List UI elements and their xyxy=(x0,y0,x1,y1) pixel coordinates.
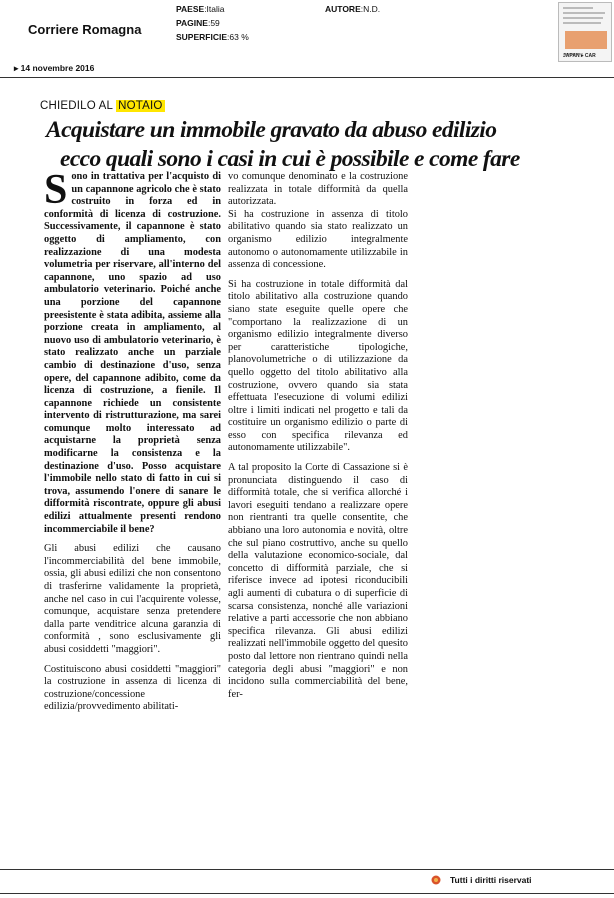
answer-paragraph-3: vo comunque denominato e la costruzione realizzata in totale difformità da quella autorizzata. xyxy=(228,171,408,208)
article-column-1 xyxy=(44,167,221,714)
header-rule xyxy=(0,77,614,78)
section-label xyxy=(40,100,165,112)
meta-autore xyxy=(325,3,380,16)
footer-bottom-rule xyxy=(0,893,614,894)
meta-paese xyxy=(176,3,225,16)
page-thumbnail xyxy=(558,2,612,62)
answer-paragraph-2: Costituiscono abusi cosiddetti "maggiori" la costruzione in assenza di licenza di costruzione/concessione edilizia/provvedimento abilitati- xyxy=(44,663,221,713)
pagine-label: PAGINE xyxy=(176,18,208,28)
question-text: ono in trattativa per l'acquisto di un capannone agricolo che è stato costruito in forza ed in conformità di licenza di costruzione. Successivamente, il capannone è stato oggetto di ampliamento, con realizzazione di una modesta volumetria per riservare, all'interno del capannone, uno spazio ad uso ambulatorio veterinario. Poiché anche una porzione del capannone preesistente è stata adibita, assieme alla porzione creata in ampliamento, al nuovo uso di ambulatorio veterinario, è stato realizzato anche un parziale cambio di destinazione d'uso, senza opere, del capannone adibito, come da licenza di costruzione, a fienile. Il capannone richiede un consistente intervento di ristrutturazione, ma sarei comunque molto interessato ad acquistarne la proprietà senza modificarne la consistenza e la destinazione d'uso. Posso acquistare l'immobile nello stato di fatto in cui si trova, assumendo l'onere di sanare le difformità riscontrate, oppure gli abusi edilizi attualmente presenti rendono incommerciabile il bene? xyxy=(44,171,221,535)
answer-paragraph-6: A tal proposito la Corte di Cassazione si è pronunciata distinguendo il caso di difformità totale, che si verifica allorché i lavori eseguiti tendano a realizzare opere non rientranti tra quelle consentite, che abbiano una loro autonomia e novità, oltre che sul piano costruttivo, anche su quello della valutazione economico-sociale, dal concetto di difformità parziale, che si riferisce invece ad ipotesi riconducibili agli aumenti di cubatura o di superficie di scarsa consistenza, nonché alle variazioni relative a parti accessorie che non abbiano specifica rilevanza. Gli abusi edilizi realizzati nell'immobile oggetto del quesito posto dal lettore non rientrano quindi nella categoria degli abusi "maggiori" e non incidono sulla commerciabilità del bene, fer- xyxy=(228,462,408,700)
date-text: 14 novembre 2016 xyxy=(20,63,95,73)
thumbnail-caption: JAPAN ▸ CAR xyxy=(563,53,596,59)
publication-date xyxy=(14,63,94,74)
answer-paragraph-1: Gli abusi edilizi che causano l'incommerciabilità del bene immobile, ossia, gli abusi edilizi che non consentono di trasferirne validamente la proprietà, anche nel caso in cui l'acquirente volesse, comunque, acquistare senza pretendere dalla parte venditrice alcuna garanzia di conformità , sono esclusivamente gli abusi cosiddetti "maggiori". xyxy=(44,543,221,655)
triangle-right-icon: ▸ xyxy=(14,63,19,73)
section-prefix: CHIEDILO AL xyxy=(40,100,117,112)
meta-superficie xyxy=(176,31,249,44)
meta-pagine xyxy=(176,17,220,30)
autore-value: :N.D. xyxy=(360,4,381,14)
drop-cap: S xyxy=(44,167,68,213)
section-highlight: NOTAIO xyxy=(118,100,163,112)
publisher-logo-icon xyxy=(431,875,441,885)
publication-name: Corriere Romagna xyxy=(28,22,142,37)
headline-line-2: ecco quali sono i casi in cui è possibile e come fare xyxy=(60,146,520,172)
reader-question xyxy=(44,167,221,536)
paese-value: :Italia xyxy=(204,4,225,14)
superficie-label: SUPERFICIE xyxy=(176,32,228,42)
answer-paragraph-4: Si ha costruzione in assenza di titolo abilitativo quando sia stato realizzato un organismo edilizio integralmente autonomo o autonomamente utilizzabile in assenza di concessione. xyxy=(228,208,408,271)
rights-notice: Tutti i diritti riservati xyxy=(450,875,532,885)
answer-paragraph-5: Si ha costruzione in totale difformità dal titolo abilitativo alla costruzione quando siano state eseguite quelle opere che "comportano la realizzazione di un organismo edilizio integralmente diverso per caratteristiche tipologiche, planovolumetriche o di utilizzazione da quello oggetto del titolo abilitativo alla costruzione, ovvero quando sia stata effettuata l'esecuzione di volumi edilizi oltre i limiti indicati nel progetto e tali da costituire un organismo edilizio o parte di esso con specifica rilevanza ed autonomamente utilizzabile". xyxy=(228,278,408,454)
paese-label: PAESE xyxy=(176,4,205,14)
autore-label: AUTORE xyxy=(325,4,361,14)
pagine-value: :59 xyxy=(207,18,220,28)
headline-line-1: Acquistare un immobile gravato da abuso edilizio xyxy=(46,117,497,143)
footer-rule xyxy=(0,869,614,870)
superficie-value: :63 % xyxy=(227,32,249,42)
article-column-2 xyxy=(228,171,408,701)
